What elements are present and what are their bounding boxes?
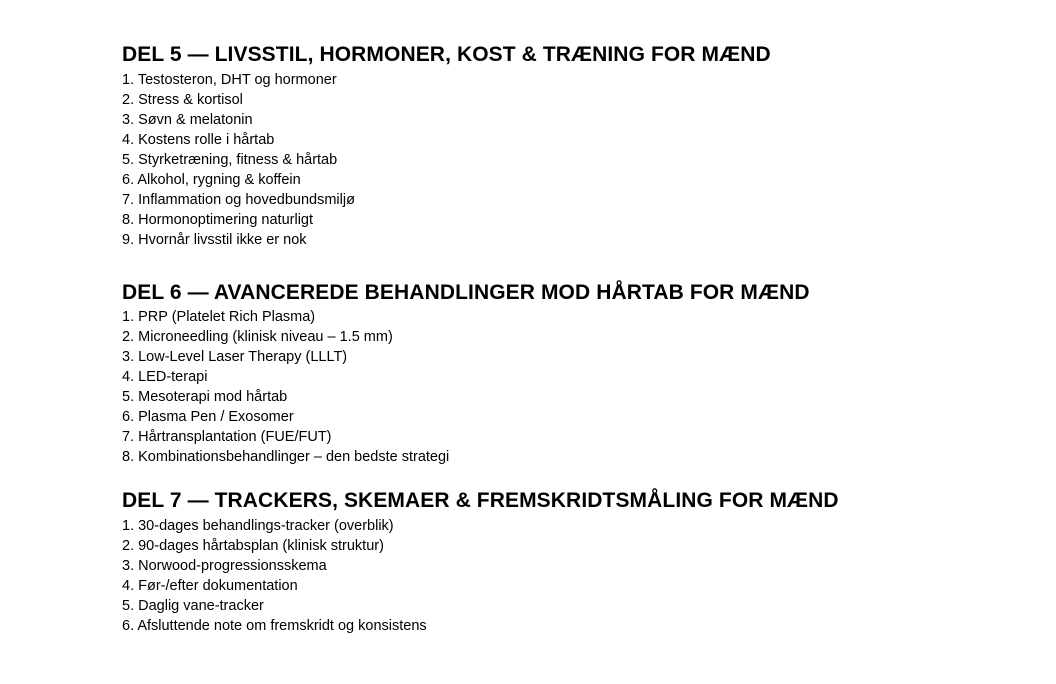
section-heading-del-7: DEL 7 — TRACKERS, SKEMAER & FREMSKRIDTSMÅLING FOR MÆND bbox=[122, 489, 839, 512]
list-item: 5. Mesoterapi mod hårtab bbox=[122, 389, 288, 405]
list-item: 2. 90-dages hårtabsplan (klinisk struktur) bbox=[122, 538, 384, 554]
list-item: 4. Før-/efter dokumentation bbox=[122, 578, 298, 594]
list-item: 8. Hormonoptimering naturligt bbox=[122, 212, 314, 228]
list-item: 4. Kostens rolle i hårtab bbox=[122, 132, 275, 148]
list-item: 6. Plasma Pen / Exosomer bbox=[122, 409, 294, 425]
section-list-del-5 bbox=[122, 70, 355, 250]
section-heading-del-5: DEL 5 — LIVSSTIL, HORMONER, KOST & TRÆNING FOR MÆND bbox=[122, 43, 771, 66]
list-item: 5. Daglig vane-tracker bbox=[122, 598, 264, 614]
list-item: 6. Alkohol, rygning & koffein bbox=[122, 172, 301, 188]
list-item: 7. Hårtransplantation (FUE/FUT) bbox=[122, 429, 332, 445]
list-item: 8. Kombinationsbehandlinger – den bedste strategi bbox=[122, 449, 450, 465]
list-item: 3. Norwood-progressionsskema bbox=[122, 558, 327, 574]
list-item: 3. Søvn & melatonin bbox=[122, 112, 253, 128]
list-item: 9. Hvornår livsstil ikke er nok bbox=[122, 232, 307, 248]
list-item: 4. LED-terapi bbox=[122, 369, 208, 385]
section-heading-del-6: DEL 6 — AVANCEREDE BEHANDLINGER MOD HÅRTAB FOR MÆND bbox=[122, 281, 810, 304]
section-list-del-6 bbox=[122, 307, 449, 467]
list-item: 1. PRP (Platelet Rich Plasma) bbox=[122, 309, 316, 325]
list-item: 2. Stress & kortisol bbox=[122, 92, 243, 108]
list-item: 1. 30-dages behandlings-tracker (overblik) bbox=[122, 518, 394, 534]
list-item: 3. Low-Level Laser Therapy (LLLT) bbox=[122, 349, 348, 365]
section-list-del-7 bbox=[122, 516, 427, 636]
list-item: 5. Styrketræning, fitness & hårtab bbox=[122, 152, 338, 168]
list-item: 1. Testosteron, DHT og hormoner bbox=[122, 72, 337, 88]
list-item: 7. Inflammation og hovedbundsmiljø bbox=[122, 192, 355, 208]
list-item: 2. Microneedling (klinisk niveau – 1.5 mm) bbox=[122, 329, 393, 345]
list-item: 6. Afsluttende note om fremskridt og konsistens bbox=[122, 618, 427, 634]
